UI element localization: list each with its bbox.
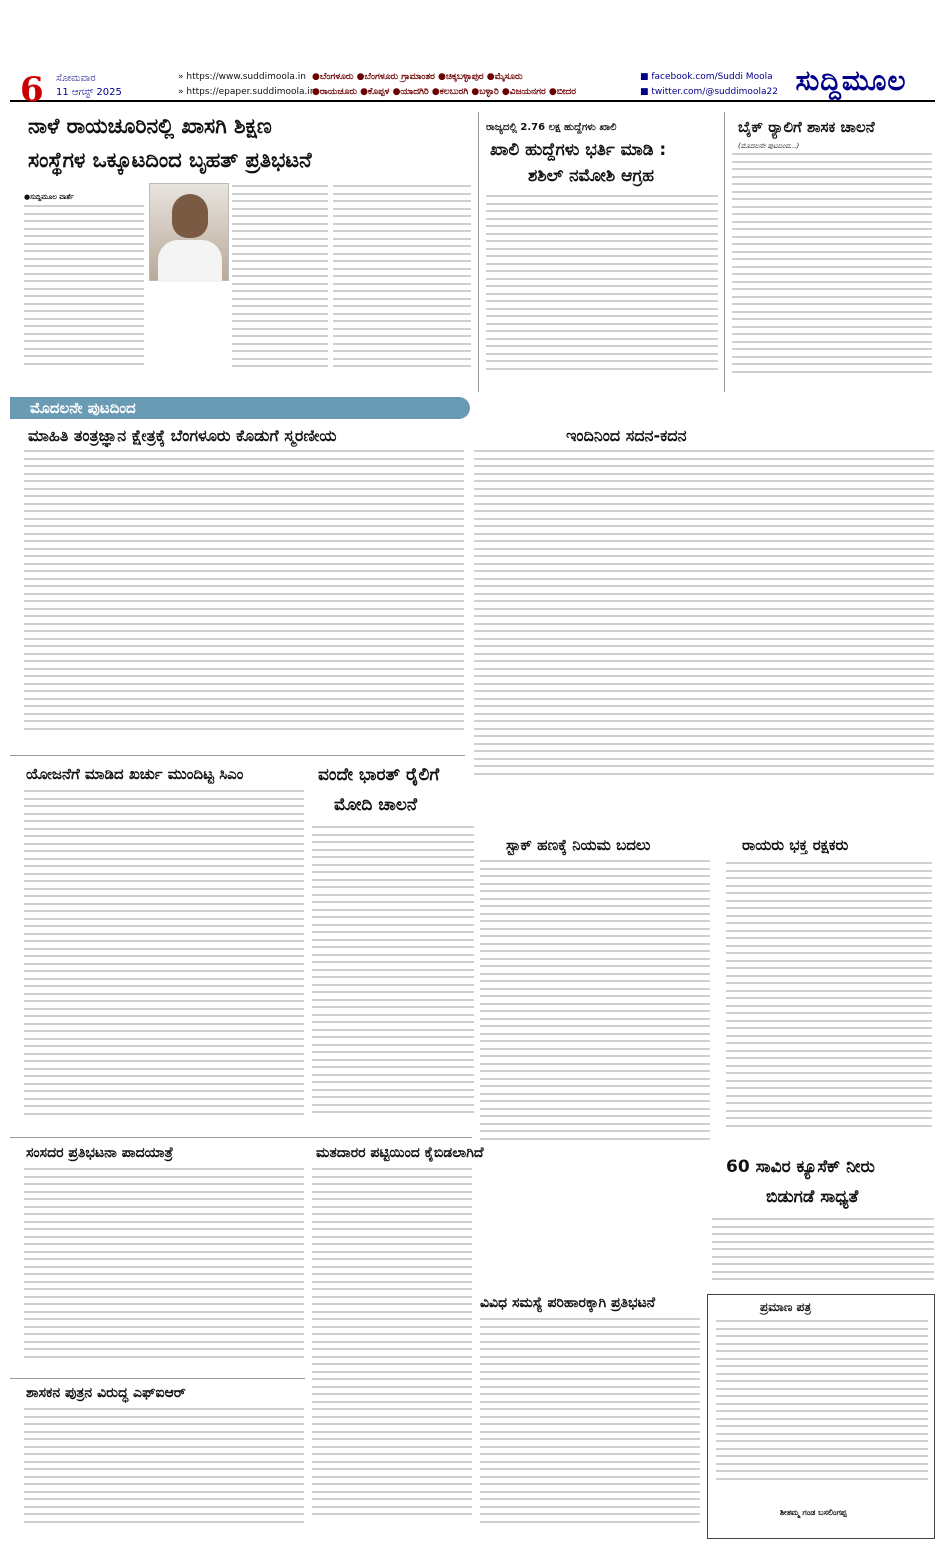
masthead-logo: ಸುದ್ದಿಮೂಲ <box>795 64 907 97</box>
voter-headline: ಮತದಾರರ ಪಟ್ಟಿಯಿಂದ ಕೈಬಿಡಲಾಗಿದೆ <box>316 1145 484 1161</box>
vacancy-kicker: ರಾಜ್ಯದಲ್ಲಿ 2.76 ಲಕ್ಷ ಹುದ್ದೆಗಳು ಖಾಲಿ <box>486 122 617 133</box>
lead-headline-2: ಸಂಸ್ಥೆಗಳ ಒಕ್ಕೂಟದಿಂದ ಬೃಹತ್ ಪ್ರತಿಭಟನೆ <box>28 148 312 172</box>
lead-body-col-3 <box>333 185 471 385</box>
train-headline-2: ಮೋದಿ ಚಾಲನೆ <box>334 795 417 815</box>
facebook-label: facebook.com/Suddi Moola <box>651 72 773 82</box>
portrait-photo <box>149 183 229 281</box>
it-body <box>24 450 464 748</box>
it-headline: ಮಾಹಿತಿ ತಂತ್ರಜ್ಞಾನ ಕ್ಷೇತ್ರಕ್ಕೆ ಬೆಂಗಳೂರು ಕೊಡುಗೆ ಸ್ಮರಣೀಯ <box>28 426 337 445</box>
lead-headline-1: ನಾಳೆ ರಾಯಚೂರಿನಲ್ಲಿ ಖಾಸಗಿ ಶಿಕ್ಷಣ <box>28 114 272 138</box>
certificate-signature: ಶೀತಮ್ಮ ಗಂಡ ಬಸಲಿಂಗಪ್ಪ <box>780 1508 847 1517</box>
issue-date <box>56 72 122 100</box>
train-body <box>312 826 474 1134</box>
bike-body <box>732 153 932 388</box>
date-label: 11 ಆಗಸ್ಟ್ 2025 <box>56 87 122 98</box>
voter-body <box>312 1168 472 1540</box>
cusec-headline-1: 60 ಸಾವಿರ ಕ್ಯೂಸೆಕ್ ನೀರು <box>726 1157 875 1177</box>
cm-body <box>24 790 304 1135</box>
column-rule <box>724 112 725 392</box>
rayaru-body <box>726 862 932 1152</box>
cm-headline: ಯೋಜನೆಗೆ ಮಾಡಿದ ಖರ್ಚು ಮುಂದಿಟ್ಟ ಸಿಎಂ <box>26 765 244 783</box>
cities-row-1: ●ಬೆಂಗಳೂರು ●ಬೆಂಗಳೂರು ಗ್ರಾಮಾಂತರ ●ಚಿಕ್ಕಬಳ್ಳಾಪುರ ●ಮೈಸೂರು <box>312 72 523 82</box>
fir-body <box>24 1408 304 1538</box>
website-link[interactable]: » https://www.suddimoola.in <box>178 72 306 82</box>
facebook-link[interactable]: ■ facebook.com/Suddi Moola <box>640 72 773 82</box>
portrait-head <box>172 194 208 238</box>
vacancy-headline-2: ಶಶಿಲ್ ನಮೋಶಿ ಆಗ್ರಹ <box>528 166 655 186</box>
vacancy-body <box>486 195 718 385</box>
mp-headline: ಸಂಸದರ ಪ್ರತಿಭಟನಾ ಪಾದಯಾತ್ರೆ <box>26 1145 174 1161</box>
cusec-body <box>712 1218 934 1288</box>
demands-body <box>480 1318 700 1538</box>
train-headline-1: ವಂದೇ ಭಾರತ್ ರೈಲಿಗೆ <box>318 765 440 785</box>
day-label: ಸೋಮವಾರ <box>56 73 96 84</box>
site-links <box>178 70 316 100</box>
certificate-body <box>716 1320 928 1490</box>
section-rule <box>10 1137 472 1138</box>
lead-byline: ●ಸುದ್ದಿಮೂಲ ವಾರ್ತೆ <box>24 193 74 201</box>
lead-body-col-1 <box>24 205 144 385</box>
certificate-title: ಪ್ರಮಾಣ ಪತ್ರ <box>760 1300 812 1314</box>
column-rule <box>478 112 479 392</box>
mp-body <box>24 1168 304 1373</box>
lead-body-col-2 <box>232 185 328 385</box>
session-body <box>474 450 934 798</box>
cities-row-2: ●ರಾಯಚೂರು ●ಕೊಪ್ಪಳ ●ಯಾದಗಿರಿ ●ಕಲಬುರಗಿ ●ಬಳ್ಳಾರಿ ●ವಿಜಯನಗರ ●ಬೀದರ <box>312 87 577 97</box>
demands-headline: ವಿವಿಧ ಸಮಸ್ಯೆ ಪರಿಹಾರಕ್ಕಾಗಿ ಪ್ರತಿಭಟನೆ <box>480 1295 656 1311</box>
cusec-headline-2: ಬಿಡುಗಡೆ ಸಾಧ್ಯತೆ <box>766 1187 859 1207</box>
epaper-link[interactable]: » https://epaper.suddimoola.in <box>178 87 316 97</box>
bike-byline: (ಮೊದಲನೇ ಪುಟದಿಂದ...) <box>738 142 800 150</box>
stock-headline: ಸ್ಟಾಕ್ ಹಣಕ್ಕೆ ನಿಯಮ ಬದಲು <box>506 836 651 854</box>
social-links <box>640 70 778 100</box>
vacancy-headline-1: ಖಾಲಿ ಹುದ್ದೆಗಳು ಭರ್ತಿ ಮಾಡಿ : <box>490 140 667 160</box>
twitter-link[interactable]: ■ twitter.com/@suddimoola22 <box>640 87 778 97</box>
section-rule <box>10 755 465 756</box>
rayaru-headline: ರಾಯರು ಭಕ್ತ ರಕ್ಷಕರು <box>742 836 849 854</box>
portrait-shirt <box>158 240 222 282</box>
session-headline: ಇಂದಿನಿಂದ ಸದನ-ಕದನ <box>566 426 687 445</box>
twitter-label: twitter.com/@suddimoola22 <box>651 87 778 97</box>
bike-headline: ಬೈಕ್ ರ್‍ಯಾಲಿಗೆ ಶಾಸಕ ಚಾಲನೆ <box>738 118 875 136</box>
section-rule <box>10 1378 305 1379</box>
fir-headline: ಶಾಸಕನ ಪುತ್ರನ ವಿರುದ್ಧ ಎಫ್‌ಐಆರ್ <box>26 1385 186 1401</box>
edition-cities <box>312 70 576 100</box>
section-band-label: ಮೊದಲನೇ ಪುಟದಿಂದ <box>30 399 136 417</box>
page-number: 6 <box>20 70 44 110</box>
stock-body <box>480 860 710 1160</box>
